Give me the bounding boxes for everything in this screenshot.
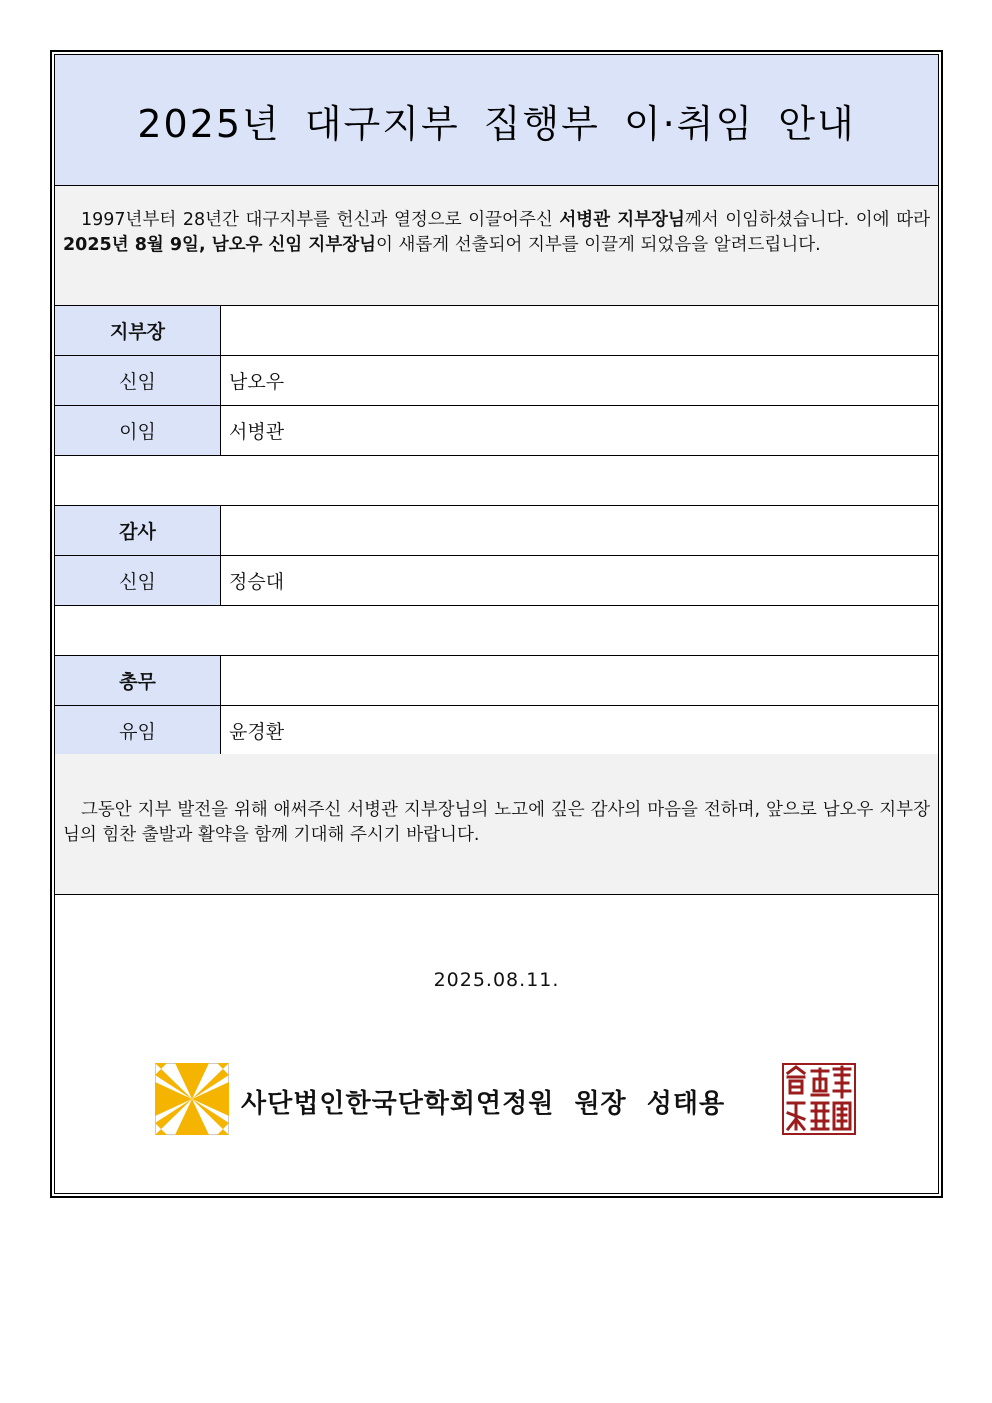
- section-header-value: [221, 506, 938, 555]
- section-header-value: [221, 656, 938, 705]
- table-row: [55, 406, 938, 456]
- spacer-row: [55, 456, 938, 506]
- notice-frame: [54, 54, 939, 1194]
- red-seal-stamp-icon: [782, 1063, 856, 1135]
- table-row: [55, 706, 938, 756]
- title-banner: [55, 55, 938, 186]
- signature-footer: [155, 1063, 859, 1137]
- intro-text-1: 1997년부터 28년간 대구지부를 헌신과 열정으로 이끌어주신: [81, 210, 560, 230]
- table-row: [55, 556, 938, 606]
- yellow-pinwheel-logo-icon: [155, 1063, 229, 1135]
- section-header-chief: [55, 306, 938, 356]
- intro-bold-1: 서병관 지부장님: [559, 210, 685, 230]
- row-label: 신임: [55, 556, 221, 605]
- section-label-chief: 지부장: [55, 306, 221, 355]
- row-value: 정승대: [229, 571, 285, 593]
- section-label-auditor: 감사: [55, 506, 221, 555]
- row-value: 윤경환: [229, 721, 285, 743]
- intro-text-2: 께서 이임하셨습니다. 이에 따라: [684, 210, 931, 230]
- section-header-auditor: [55, 506, 938, 556]
- intro-paragraph: [63, 208, 930, 257]
- table-row: [55, 356, 938, 406]
- intro-bold-2: 2025년 8월 9일, 남오우 신임 지부장님: [63, 234, 377, 255]
- section-header-general: [55, 656, 938, 706]
- page-title: 2025년 대구지부 집행부 이·취임 안내: [137, 101, 856, 146]
- section-label-general: 총무: [55, 656, 221, 705]
- intro-text-3: 이 새롭게 선출되어 지부를 이끌게 되었음을 알려드립니다.: [376, 234, 821, 255]
- section-header-value: [221, 306, 938, 355]
- row-label: 신임: [55, 356, 221, 405]
- roster-table: [55, 306, 938, 756]
- row-label: 유임: [55, 706, 221, 755]
- notice-document: [50, 50, 943, 1198]
- closing-paragraph: 그동안 지부 발전을 위해 애써주신 서병관 지부장님의 노고에 깊은 감사의 마음을 전하며, 앞으로 남오우 지부장님의 힘찬 출발과 활약을 함께 기대해 주시기 바랍니다.: [63, 800, 930, 845]
- spacer-row: [55, 606, 938, 656]
- closing-panel: [55, 754, 938, 895]
- row-value: 남오우: [229, 371, 285, 393]
- row-label: 이임: [55, 406, 221, 455]
- issue-date: 2025.08.11.: [433, 969, 560, 991]
- intro-panel: [55, 186, 938, 306]
- organization-signature: 사단법인한국단학회연정원 원장 성태용: [241, 1089, 726, 1119]
- row-value: 서병관: [229, 421, 285, 443]
